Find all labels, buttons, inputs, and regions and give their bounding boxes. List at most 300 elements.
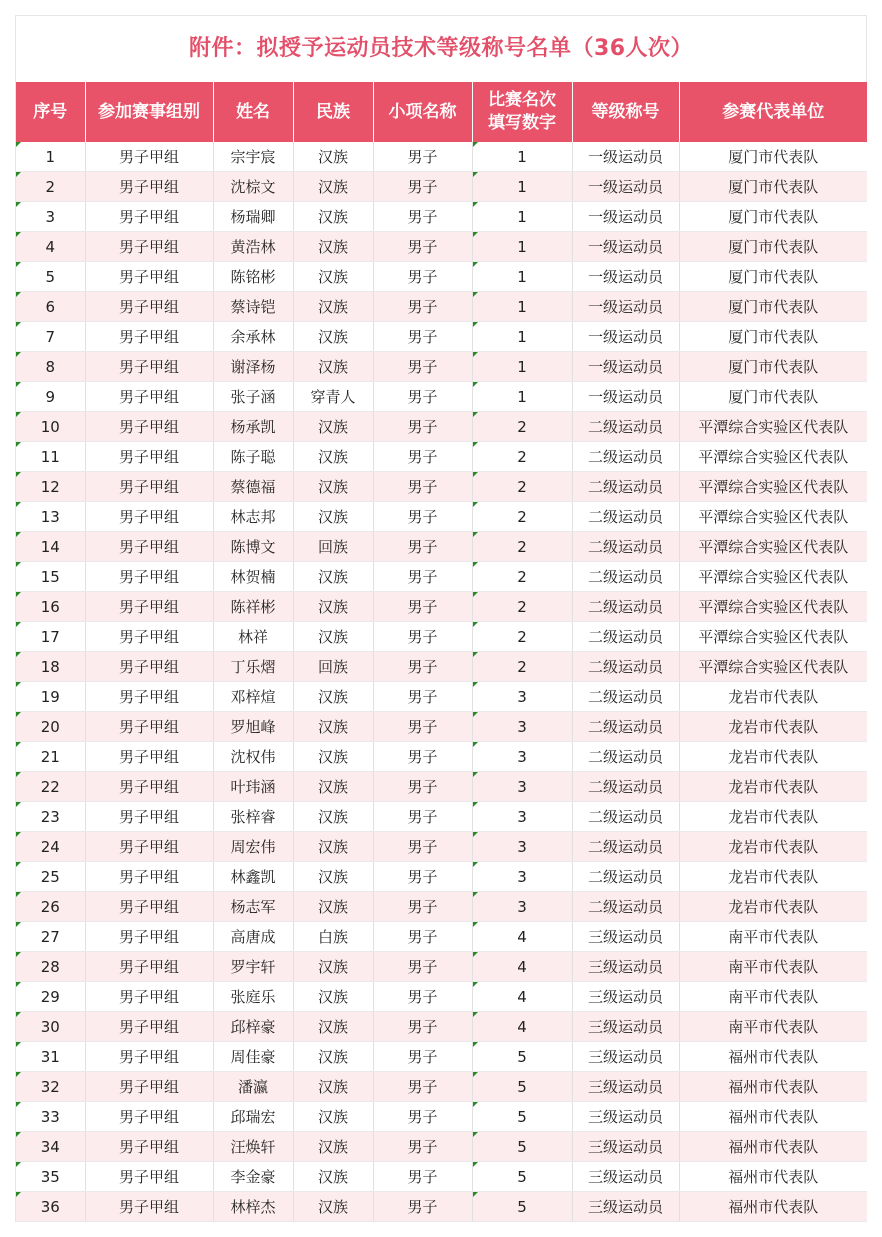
rank-cell: 2 <box>472 472 572 502</box>
ethnicity-cell: 汉族 <box>293 352 373 382</box>
table-row <box>16 412 867 442</box>
sub-event-cell: 男子 <box>373 1162 472 1192</box>
table-row <box>16 1162 867 1192</box>
name-cell: 李金豪 <box>213 1162 293 1192</box>
grade-title-cell: 三级运动员 <box>572 1012 679 1042</box>
grade-title-cell: 二级运动员 <box>572 592 679 622</box>
ethnicity-cell: 回族 <box>293 532 373 562</box>
page-title: 附件：拟授予运动员技术等级称号名单（36人次） <box>188 36 694 61</box>
index-cell: 13 <box>16 502 85 532</box>
ethnicity-cell: 汉族 <box>293 742 373 772</box>
index-cell: 11 <box>16 442 85 472</box>
sub-event-cell: 男子 <box>373 202 472 232</box>
index-cell: 23 <box>16 802 85 832</box>
ethnicity-cell: 汉族 <box>293 1042 373 1072</box>
header-name: 姓名 <box>213 82 293 142</box>
ethnicity-cell: 汉族 <box>293 862 373 892</box>
name-cell: 杨瑞卿 <box>213 202 293 232</box>
ethnicity-cell: 汉族 <box>293 1192 373 1222</box>
index-cell: 22 <box>16 772 85 802</box>
delegation-cell: 厦门市代表队 <box>679 292 867 322</box>
table-row <box>16 742 867 772</box>
table-row <box>16 442 867 472</box>
event-group-cell: 男子甲组 <box>85 922 213 952</box>
event-group-cell: 男子甲组 <box>85 652 213 682</box>
table-row <box>16 502 867 532</box>
table-row <box>16 1012 867 1042</box>
table-row <box>16 472 867 502</box>
ethnicity-cell: 回族 <box>293 652 373 682</box>
name-cell: 周宏伟 <box>213 832 293 862</box>
event-group-cell: 男子甲组 <box>85 1012 213 1042</box>
name-cell: 周佳豪 <box>213 1042 293 1072</box>
rank-cell: 5 <box>472 1042 572 1072</box>
grade-title-cell: 三级运动员 <box>572 1102 679 1132</box>
table-row <box>16 982 867 1012</box>
ethnicity-cell: 汉族 <box>293 262 373 292</box>
sub-event-cell: 男子 <box>373 772 472 802</box>
rank-cell: 1 <box>472 172 572 202</box>
ethnicity-cell: 汉族 <box>293 832 373 862</box>
ethnicity-cell: 汉族 <box>293 1102 373 1132</box>
delegation-cell: 南平市代表队 <box>679 1012 867 1042</box>
rank-cell: 5 <box>472 1162 572 1192</box>
delegation-cell: 厦门市代表队 <box>679 382 867 412</box>
name-cell: 叶玮涵 <box>213 772 293 802</box>
rank-cell: 2 <box>472 442 572 472</box>
delegation-cell: 福州市代表队 <box>679 1132 867 1162</box>
grade-title-cell: 一级运动员 <box>572 322 679 352</box>
rank-cell: 1 <box>472 352 572 382</box>
index-cell: 24 <box>16 832 85 862</box>
table-row <box>16 892 867 922</box>
grade-title-cell: 二级运动员 <box>572 862 679 892</box>
index-cell: 6 <box>16 292 85 322</box>
name-cell: 张子涵 <box>213 382 293 412</box>
grade-title-cell: 二级运动员 <box>572 682 679 712</box>
index-cell: 19 <box>16 682 85 712</box>
ethnicity-cell: 汉族 <box>293 892 373 922</box>
event-group-cell: 男子甲组 <box>85 592 213 622</box>
sub-event-cell: 男子 <box>373 892 472 922</box>
grade-title-cell: 三级运动员 <box>572 1162 679 1192</box>
event-group-cell: 男子甲组 <box>85 1162 213 1192</box>
rank-cell: 3 <box>472 862 572 892</box>
sub-event-cell: 男子 <box>373 382 472 412</box>
sub-event-cell: 男子 <box>373 442 472 472</box>
name-cell: 陈子聪 <box>213 442 293 472</box>
name-cell: 蔡诗铠 <box>213 292 293 322</box>
ethnicity-cell: 汉族 <box>293 412 373 442</box>
grade-title-cell: 二级运动员 <box>572 832 679 862</box>
rank-cell: 4 <box>472 1012 572 1042</box>
index-cell: 1 <box>16 142 85 172</box>
rank-cell: 5 <box>472 1102 572 1132</box>
table-row <box>16 832 867 862</box>
table-row <box>16 292 867 322</box>
sub-event-cell: 男子 <box>373 562 472 592</box>
grade-title-cell: 二级运动员 <box>572 502 679 532</box>
table-row <box>16 952 867 982</box>
sub-event-cell: 男子 <box>373 1102 472 1132</box>
rank-cell: 2 <box>472 532 572 562</box>
sub-event-cell: 男子 <box>373 262 472 292</box>
index-cell: 31 <box>16 1042 85 1072</box>
grade-title-cell: 三级运动员 <box>572 922 679 952</box>
rank-cell: 1 <box>472 322 572 352</box>
grade-title-cell: 三级运动员 <box>572 1042 679 1072</box>
ethnicity-cell: 汉族 <box>293 772 373 802</box>
event-group-cell: 男子甲组 <box>85 442 213 472</box>
grade-title-cell: 二级运动员 <box>572 742 679 772</box>
delegation-cell: 龙岩市代表队 <box>679 862 867 892</box>
table-row <box>16 1072 867 1102</box>
event-group-cell: 男子甲组 <box>85 562 213 592</box>
grade-title-cell: 一级运动员 <box>572 352 679 382</box>
grade-title-cell: 三级运动员 <box>572 1072 679 1102</box>
header-sub-event: 小项名称 <box>373 82 472 142</box>
name-cell: 潘瀛 <box>213 1072 293 1102</box>
index-cell: 27 <box>16 922 85 952</box>
ethnicity-cell: 汉族 <box>293 712 373 742</box>
ethnicity-cell: 穿青人 <box>293 382 373 412</box>
delegation-cell: 平潭综合实验区代表队 <box>679 532 867 562</box>
rank-cell: 1 <box>472 262 572 292</box>
delegation-cell: 厦门市代表队 <box>679 172 867 202</box>
rank-cell: 4 <box>472 922 572 952</box>
delegation-cell: 福州市代表队 <box>679 1162 867 1192</box>
grade-title-cell: 三级运动员 <box>572 1132 679 1162</box>
sub-event-cell: 男子 <box>373 352 472 382</box>
grade-title-cell: 二级运动员 <box>572 652 679 682</box>
event-group-cell: 男子甲组 <box>85 142 213 172</box>
grade-title-cell: 一级运动员 <box>572 262 679 292</box>
table-row <box>16 922 867 952</box>
index-cell: 2 <box>16 172 85 202</box>
ethnicity-cell: 汉族 <box>293 802 373 832</box>
event-group-cell: 男子甲组 <box>85 982 213 1012</box>
rank-cell: 3 <box>472 682 572 712</box>
athlete-roster-table <box>16 82 867 1222</box>
delegation-cell: 南平市代表队 <box>679 952 867 982</box>
rank-cell: 3 <box>472 772 572 802</box>
delegation-cell: 厦门市代表队 <box>679 232 867 262</box>
rank-cell: 5 <box>472 1072 572 1102</box>
ethnicity-cell: 汉族 <box>293 1132 373 1162</box>
index-cell: 25 <box>16 862 85 892</box>
name-cell: 陈博文 <box>213 532 293 562</box>
table-row <box>16 862 867 892</box>
ethnicity-cell: 汉族 <box>293 1012 373 1042</box>
ethnicity-cell: 汉族 <box>293 172 373 202</box>
table-body <box>16 142 867 1222</box>
index-cell: 28 <box>16 952 85 982</box>
document-sheet <box>15 15 867 1222</box>
index-cell: 17 <box>16 622 85 652</box>
event-group-cell: 男子甲组 <box>85 262 213 292</box>
event-group-cell: 男子甲组 <box>85 772 213 802</box>
event-group-cell: 男子甲组 <box>85 1072 213 1102</box>
name-cell: 陈祥彬 <box>213 592 293 622</box>
event-group-cell: 男子甲组 <box>85 532 213 562</box>
index-cell: 5 <box>16 262 85 292</box>
sub-event-cell: 男子 <box>373 1042 472 1072</box>
event-group-cell: 男子甲组 <box>85 352 213 382</box>
sub-event-cell: 男子 <box>373 1072 472 1102</box>
rank-cell: 1 <box>472 142 572 172</box>
delegation-cell: 龙岩市代表队 <box>679 682 867 712</box>
table-row <box>16 802 867 832</box>
table-row <box>16 322 867 352</box>
delegation-cell: 平潭综合实验区代表队 <box>679 592 867 622</box>
rank-cell: 2 <box>472 412 572 442</box>
delegation-cell: 平潭综合实验区代表队 <box>679 562 867 592</box>
event-group-cell: 男子甲组 <box>85 322 213 352</box>
index-cell: 18 <box>16 652 85 682</box>
table-row <box>16 142 867 172</box>
event-group-cell: 男子甲组 <box>85 382 213 412</box>
ethnicity-cell: 汉族 <box>293 472 373 502</box>
table-row <box>16 382 867 412</box>
delegation-cell: 平潭综合实验区代表队 <box>679 412 867 442</box>
name-cell: 杨志军 <box>213 892 293 922</box>
table-row <box>16 1192 867 1222</box>
table-row <box>16 622 867 652</box>
grade-title-cell: 二级运动员 <box>572 472 679 502</box>
ethnicity-cell: 汉族 <box>293 232 373 262</box>
name-cell: 高唐成 <box>213 922 293 952</box>
grade-title-cell: 二级运动员 <box>572 712 679 742</box>
event-group-cell: 男子甲组 <box>85 712 213 742</box>
sub-event-cell: 男子 <box>373 742 472 772</box>
rank-cell: 3 <box>472 892 572 922</box>
event-group-cell: 男子甲组 <box>85 1102 213 1132</box>
rank-cell: 2 <box>472 622 572 652</box>
name-cell: 张梓睿 <box>213 802 293 832</box>
index-cell: 14 <box>16 532 85 562</box>
sub-event-cell: 男子 <box>373 412 472 442</box>
grade-title-cell: 二级运动员 <box>572 532 679 562</box>
table-row <box>16 262 867 292</box>
event-group-cell: 男子甲组 <box>85 622 213 652</box>
header-grade-title: 等级称号 <box>572 82 679 142</box>
grade-title-cell: 一级运动员 <box>572 232 679 262</box>
index-cell: 35 <box>16 1162 85 1192</box>
event-group-cell: 男子甲组 <box>85 1042 213 1072</box>
event-group-cell: 男子甲组 <box>85 172 213 202</box>
rank-cell: 3 <box>472 712 572 742</box>
delegation-cell: 龙岩市代表队 <box>679 772 867 802</box>
ethnicity-cell: 汉族 <box>293 442 373 472</box>
rank-cell: 1 <box>472 232 572 262</box>
sub-event-cell: 男子 <box>373 832 472 862</box>
header-rank: 比赛名次 填写数字 <box>472 82 572 142</box>
header-delegation: 参赛代表单位 <box>679 82 867 142</box>
name-cell: 林祥 <box>213 622 293 652</box>
name-cell: 宗宇宸 <box>213 142 293 172</box>
index-cell: 36 <box>16 1192 85 1222</box>
table-row <box>16 352 867 382</box>
event-group-cell: 男子甲组 <box>85 1192 213 1222</box>
delegation-cell: 福州市代表队 <box>679 1102 867 1132</box>
table-row <box>16 232 867 262</box>
name-cell: 邓梓煊 <box>213 682 293 712</box>
delegation-cell: 龙岩市代表队 <box>679 832 867 862</box>
index-cell: 15 <box>16 562 85 592</box>
ethnicity-cell: 汉族 <box>293 202 373 232</box>
ethnicity-cell: 汉族 <box>293 622 373 652</box>
sub-event-cell: 男子 <box>373 712 472 742</box>
name-cell: 蔡德福 <box>213 472 293 502</box>
sub-event-cell: 男子 <box>373 952 472 982</box>
rank-cell: 2 <box>472 592 572 622</box>
sub-event-cell: 男子 <box>373 172 472 202</box>
event-group-cell: 男子甲组 <box>85 502 213 532</box>
index-cell: 8 <box>16 352 85 382</box>
event-group-cell: 男子甲组 <box>85 742 213 772</box>
name-cell: 邱梓豪 <box>213 1012 293 1042</box>
rank-cell: 5 <box>472 1192 572 1222</box>
sub-event-cell: 男子 <box>373 292 472 322</box>
name-cell: 罗宇轩 <box>213 952 293 982</box>
ethnicity-cell: 汉族 <box>293 1162 373 1192</box>
delegation-cell: 厦门市代表队 <box>679 142 867 172</box>
table-row <box>16 172 867 202</box>
name-cell: 沈权伟 <box>213 742 293 772</box>
event-group-cell: 男子甲组 <box>85 802 213 832</box>
index-cell: 20 <box>16 712 85 742</box>
event-group-cell: 男子甲组 <box>85 862 213 892</box>
rank-cell: 2 <box>472 562 572 592</box>
event-group-cell: 男子甲组 <box>85 952 213 982</box>
index-cell: 12 <box>16 472 85 502</box>
header-ethnicity: 民族 <box>293 82 373 142</box>
name-cell: 林贺楠 <box>213 562 293 592</box>
table-row <box>16 712 867 742</box>
table-row <box>16 1042 867 1072</box>
rank-cell: 1 <box>472 202 572 232</box>
rank-cell: 4 <box>472 982 572 1012</box>
grade-title-cell: 二级运动员 <box>572 412 679 442</box>
event-group-cell: 男子甲组 <box>85 412 213 442</box>
delegation-cell: 福州市代表队 <box>679 1192 867 1222</box>
name-cell: 陈铭彬 <box>213 262 293 292</box>
delegation-cell: 平潭综合实验区代表队 <box>679 502 867 532</box>
delegation-cell: 平潭综合实验区代表队 <box>679 652 867 682</box>
delegation-cell: 龙岩市代表队 <box>679 712 867 742</box>
event-group-cell: 男子甲组 <box>85 202 213 232</box>
sub-event-cell: 男子 <box>373 622 472 652</box>
rank-cell: 4 <box>472 952 572 982</box>
grade-title-cell: 一级运动员 <box>572 172 679 202</box>
table-row <box>16 772 867 802</box>
event-group-cell: 男子甲组 <box>85 832 213 862</box>
sub-event-cell: 男子 <box>373 1012 472 1042</box>
delegation-cell: 龙岩市代表队 <box>679 802 867 832</box>
grade-title-cell: 二级运动员 <box>572 802 679 832</box>
index-cell: 29 <box>16 982 85 1012</box>
ethnicity-cell: 白族 <box>293 922 373 952</box>
delegation-cell: 厦门市代表队 <box>679 202 867 232</box>
index-cell: 10 <box>16 412 85 442</box>
delegation-cell: 平潭综合实验区代表队 <box>679 442 867 472</box>
sub-event-cell: 男子 <box>373 682 472 712</box>
index-cell: 34 <box>16 1132 85 1162</box>
index-cell: 30 <box>16 1012 85 1042</box>
index-cell: 7 <box>16 322 85 352</box>
grade-title-cell: 三级运动员 <box>572 952 679 982</box>
delegation-cell: 南平市代表队 <box>679 922 867 952</box>
sub-event-cell: 男子 <box>373 472 472 502</box>
sub-event-cell: 男子 <box>373 862 472 892</box>
name-cell: 罗旭峰 <box>213 712 293 742</box>
delegation-cell: 南平市代表队 <box>679 982 867 1012</box>
name-cell: 林梓杰 <box>213 1192 293 1222</box>
ethnicity-cell: 汉族 <box>293 142 373 172</box>
table-row <box>16 652 867 682</box>
rank-cell: 1 <box>472 292 572 322</box>
rank-cell: 2 <box>472 502 572 532</box>
name-cell: 谢泽杨 <box>213 352 293 382</box>
table-row <box>16 1132 867 1162</box>
sub-event-cell: 男子 <box>373 502 472 532</box>
ethnicity-cell: 汉族 <box>293 502 373 532</box>
event-group-cell: 男子甲组 <box>85 472 213 502</box>
table-row <box>16 1102 867 1132</box>
index-cell: 9 <box>16 382 85 412</box>
delegation-cell: 厦门市代表队 <box>679 262 867 292</box>
index-cell: 26 <box>16 892 85 922</box>
index-cell: 16 <box>16 592 85 622</box>
sub-event-cell: 男子 <box>373 142 472 172</box>
ethnicity-cell: 汉族 <box>293 562 373 592</box>
index-cell: 4 <box>16 232 85 262</box>
grade-title-cell: 一级运动员 <box>572 142 679 172</box>
rank-cell: 3 <box>472 832 572 862</box>
sub-event-cell: 男子 <box>373 592 472 622</box>
ethnicity-cell: 汉族 <box>293 952 373 982</box>
grade-title-cell: 三级运动员 <box>572 1192 679 1222</box>
event-group-cell: 男子甲组 <box>85 892 213 922</box>
rank-cell: 5 <box>472 1132 572 1162</box>
event-group-cell: 男子甲组 <box>85 1132 213 1162</box>
ethnicity-cell: 汉族 <box>293 322 373 352</box>
rank-cell: 3 <box>472 802 572 832</box>
table-row <box>16 592 867 622</box>
sub-event-cell: 男子 <box>373 232 472 262</box>
delegation-cell: 福州市代表队 <box>679 1072 867 1102</box>
grade-title-cell: 二级运动员 <box>572 772 679 802</box>
delegation-cell: 龙岩市代表队 <box>679 742 867 772</box>
name-cell: 丁乐熠 <box>213 652 293 682</box>
delegation-cell: 龙岩市代表队 <box>679 892 867 922</box>
grade-title-cell: 三级运动员 <box>572 982 679 1012</box>
ethnicity-cell: 汉族 <box>293 292 373 322</box>
sub-event-cell: 男子 <box>373 322 472 352</box>
table-row <box>16 532 867 562</box>
rank-cell: 1 <box>472 382 572 412</box>
delegation-cell: 福州市代表队 <box>679 1042 867 1072</box>
sub-event-cell: 男子 <box>373 922 472 952</box>
sub-event-cell: 男子 <box>373 1132 472 1162</box>
delegation-cell: 厦门市代表队 <box>679 322 867 352</box>
name-cell: 黄浩林 <box>213 232 293 262</box>
index-cell: 32 <box>16 1072 85 1102</box>
sub-event-cell: 男子 <box>373 1192 472 1222</box>
table-row <box>16 682 867 712</box>
rank-cell: 3 <box>472 742 572 772</box>
grade-title-cell: 二级运动员 <box>572 892 679 922</box>
